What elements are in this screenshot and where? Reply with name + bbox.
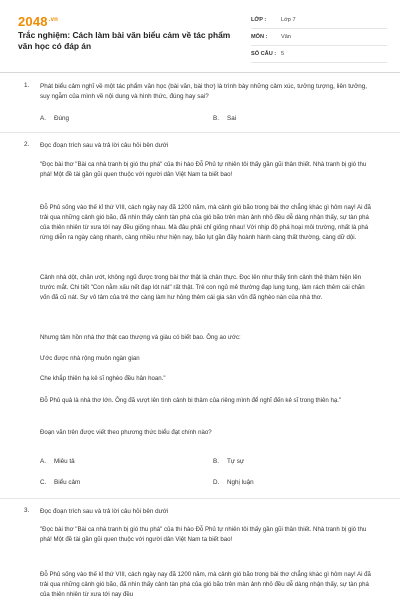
question-prompt: Đoạn văn trên được viết theo phương thức biểu đạt chính nào?: [40, 429, 212, 436]
question-text: Đọc đoạn trích sau và trả lời câu hỏi bên dưới: [40, 142, 169, 149]
info-label: MÔN :: [251, 34, 268, 40]
option-label: Nghị luận: [227, 479, 254, 486]
quiz-info-panel: [251, 12, 387, 63]
option-letter: B.: [213, 458, 219, 465]
option-label: Miêu tả: [54, 458, 75, 465]
q1-option-a[interactable]: [40, 115, 69, 122]
option-letter: C.: [40, 479, 47, 486]
passage-paragraph: Đỗ Phủ sống vào thế kỉ thứ VIII, cách ngày nay đã 1200 năm, mà cảnh gió bão trong bài thơ chẳng khác gì hôm nay! Ai đã trải qua những cảnh gió bão, đã nhìn thấy cảnh tàn phá của gió bão trên màn ảnh nhỏ đều dễ dàng nhận thấy, sự tàn phá của thiên nhiên từ xưa tới nay đều giống nhau. Mà đâu phải chỉ giống nhau! Với nhịp độ phá hoại môi trường, nhất là phá rừng diễn ra ngày càng nhanh, càng nhiều như hiện nay, bão lụt gần đây hoành hành càng thất thường, càng dữ dội.: [40, 204, 371, 241]
passage-paragraph: Che khắp thiên hạ kẻ sĩ nghèo đều hân hoan.": [40, 375, 166, 382]
site-logo[interactable]: [18, 14, 58, 29]
q2-option-a[interactable]: [40, 458, 75, 465]
info-value: Văn: [281, 34, 291, 40]
info-value: Lớp 7: [281, 17, 296, 23]
info-value: 5: [281, 51, 285, 57]
page-title: Trắc nghiệm: Cách làm bài văn biểu cảm về tác phẩm văn học có đáp án: [18, 30, 231, 51]
passage-paragraph: Đỗ Phủ sống vào thế kỉ thứ VIII, cách ngày nay đã 1200 năm, mà cảnh gió bão trong bài thơ chẳng khác gì hôm nay! Ai đã trải qua những cảnh gió bão, đã nhìn thấy cảnh tàn phá của gió bão trên màn ảnh nhỏ đều dễ dàng nhận thấy, sự tàn phá của thiên nhiên từ xưa tới nay đều: [40, 571, 371, 598]
passage-paragraph: Nhưng tâm hồn nhà thơ thật cao thượng và giàu có biết bao. Ông ao ước:: [40, 334, 241, 341]
logo-suffix: .vn: [48, 16, 59, 23]
info-label: SỐ CÂU :: [251, 51, 277, 57]
page-header: [0, 0, 400, 70]
option-label: Đúng: [54, 115, 70, 122]
q2-option-d[interactable]: [213, 479, 254, 486]
question-number: 1.: [24, 82, 30, 89]
logo-text: 2048: [18, 14, 48, 29]
info-row-grade: [251, 12, 387, 29]
q2-option-b[interactable]: [213, 458, 244, 465]
option-label: Sai: [227, 115, 237, 122]
question-text: Phát biểu cảm nghĩ về một tác phẩm văn học (bài văn, bài thơ) là trình bày những cảm xúc, tưởng tượng, liên tưởng, suy ngẫm của mình về nội dung và hình thức, đúng hay sai?: [40, 83, 368, 100]
q2-option-c[interactable]: [40, 479, 80, 486]
question-number: 3.: [24, 507, 30, 514]
option-letter: D.: [213, 479, 220, 486]
passage-paragraph: Cảnh nhà dột, chăn ướt, không ngủ được trong bài thơ thật là chân thực. Đọc lên như thấy tình cảnh thê thảm hiện lên trước mắt. Chi tiết "Con nằm xấu nết đạp lót nát" rất thật. Trẻ con ngủ mê thường đạp lung tung, làm rách thêm cái chăn vốn đã cũ nát. Sự vô tâm của trẻ thơ càng làm hư hỏng thêm cái gia sản vốn đã nghèo nàn của nhà thơ.: [40, 274, 365, 301]
question-number: 2.: [24, 141, 30, 148]
header-divider: [0, 72, 400, 73]
passage-paragraph: "Đọc bài thơ "Bài ca nhà tranh bị gió thu phá" của thi hào Đỗ Phủ tự nhiên tôi thấy gần gũi thân thiết. Nhà tranh bị gió thu phá! Một đề tài gần gũi quen thuộc với người dân Việt Nam ta biết bao!: [40, 526, 367, 543]
info-row-subject: [251, 29, 387, 46]
info-row-question-count: [251, 46, 387, 63]
option-label: Tự sự: [227, 458, 245, 465]
option-letter: A.: [40, 458, 46, 465]
option-letter: A.: [40, 115, 46, 122]
question-text: Đọc đoạn trích sau và trả lời câu hỏi bên dưới: [40, 508, 169, 515]
passage-paragraph: Ước được nhà rộng muôn ngàn gian: [40, 355, 140, 362]
info-label: LỚP :: [251, 17, 267, 23]
option-letter: B.: [213, 115, 219, 122]
question-divider: [0, 132, 400, 133]
question-divider: [0, 498, 400, 499]
q1-option-b[interactable]: [213, 115, 236, 122]
option-label: Biểu cảm: [54, 479, 81, 486]
passage-paragraph: "Đọc bài thơ "Bài ca nhà tranh bị gió thu phá" của thi hào Đỗ Phủ tự nhiên tôi thấy gần gũi thân thiết. Nhà tranh bị gió thu phá! Một đề tài gần gũi quen thuộc với người dân Việt Nam ta biết bao!: [40, 161, 367, 178]
passage-paragraph: Đỗ Phủ quả là nhà thơ lớn. Ông đã vượt lên tình cảnh bi thảm của riêng mình để nghĩ đến kẻ sĩ trong thiên hạ.": [40, 397, 342, 404]
